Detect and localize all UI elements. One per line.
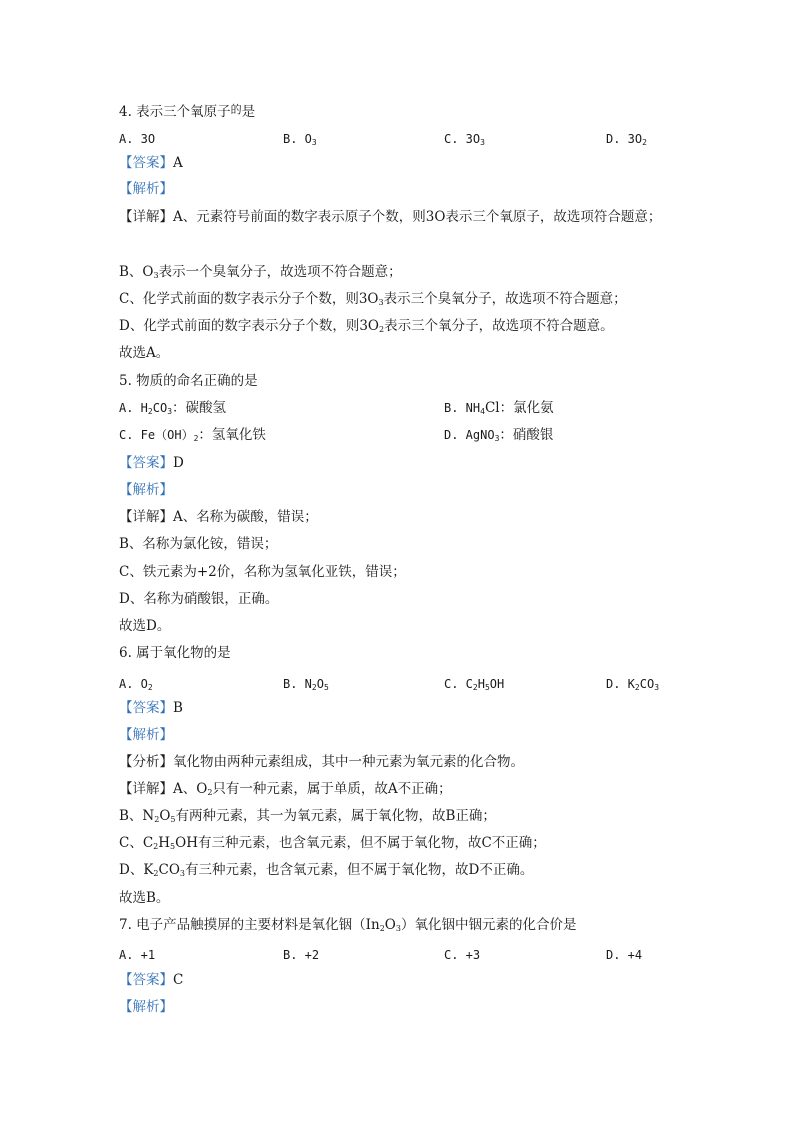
q6-stem: 6. 属于氧化物的是 [119, 645, 231, 661]
q5-detail-d: D、名称为硝酸银，正确。 [119, 591, 279, 607]
q4-stem: 4. 表示三个氧原子$^的$是 [119, 103, 256, 120]
q5-detail: 【详解】A、名称为碳酸，错误； [119, 509, 318, 525]
q5-detail-c: C、铁元素为+2价，名称为氢氧化亚铁，错误； [119, 564, 406, 580]
q6-analysis-label: 【解析】 [119, 727, 173, 743]
q6-option-a: A. $O_2$ [119, 677, 153, 692]
q5-analysis-label: 【解析】 [119, 482, 173, 498]
q4-detail-d: D、化学式前面的数字表示分子个数，则$3O_2$表示三个氧分子，故选项不符合题意。 [119, 318, 614, 334]
q6-option-c: C. $C_2H_5OH$ [444, 677, 505, 692]
q4-detail-b: B、$O_3$表示一个臭氧分子，故选项不符合题意； [119, 264, 402, 280]
q5-detail-b: B、名称为氯化铵，错误； [119, 536, 278, 552]
q6-detail-a: 【详解】A、$O_2$只有一种元素，属于单质，故A不正确； [119, 781, 452, 797]
q7-stem: 7. 电子产品触摸屏的主要材料是氧化铟$(In_2O_3)$氧化铟中铟元素的化合价是 [119, 917, 577, 933]
q4-option-a: A. 3O [119, 132, 156, 146]
q4-option-b: B. $O_3$ [283, 132, 317, 147]
q6-detail-d: D、$K_2CO_3$有三种元素，也含氧元素，但不属于氧化物，故D不正确。 [119, 862, 534, 878]
q4-analysis-label: 【解析】 [119, 181, 173, 197]
q5-stem: 5. 物质的命名正确的是 [119, 373, 258, 389]
q6-answer: 【答案】B [119, 700, 183, 716]
q4-detail: 【详解】A、元素符号前面的数字表示原子个数，则3O表示三个氧原子，故选项符合题意； [119, 209, 662, 225]
q4-answer: 【答案】A [119, 155, 183, 171]
q4-option-c: C. $3O_3$ [444, 132, 485, 147]
q6-detail-c: C、$C_2H_5OH$有三种元素，也含氧元素，但不属于氧化物，故C不正确； [119, 835, 546, 851]
q7-option-b: B. +2 [283, 948, 320, 962]
q5-option-a: A. $H_2CO_3$：碳酸氢 [119, 400, 227, 416]
q7-option-a: A. +1 [119, 948, 156, 962]
q4-option-d: D. $3O_2$ [606, 132, 647, 147]
q6-analysis: 【分析】氧化物由两种元素组成，其中一种元素为氧元素的化合物。 [119, 754, 524, 770]
q4-detail-c: C、化学式前面的数字表示分子个数，则$3O_3$表示三个臭氧分子，故选项不符合题意； [119, 291, 627, 307]
q7-option-c: C. +3 [444, 948, 481, 962]
q7-option-d: D. +4 [606, 948, 643, 962]
q6-option-b: B. $N_2O_5$ [283, 677, 329, 692]
q5-option-d: D. AgNO$_3$：硝酸银 [444, 427, 554, 443]
q6-option-d: D. $K_2CO_3$ [606, 677, 660, 692]
q5-option-b: B. $NH_4Cl$：氯化氨 [444, 400, 554, 416]
q5-answer: 【答案】D [119, 455, 184, 471]
q5-conclusion: 故选D。 [119, 618, 171, 634]
q6-detail-b: B、$N_2O_5$有两种元素，其一为氧元素，属于氧化物，故B正确； [119, 808, 496, 824]
q4-conclusion: 故选A。 [119, 345, 170, 361]
q7-analysis-label: 【解析】 [119, 999, 173, 1015]
q6-conclusion: 故选B。 [119, 890, 170, 906]
q7-answer: 【答案】C [119, 972, 184, 988]
q5-option-c: C. $Fe(OH)_2$：氢氧化铁 [119, 427, 266, 443]
